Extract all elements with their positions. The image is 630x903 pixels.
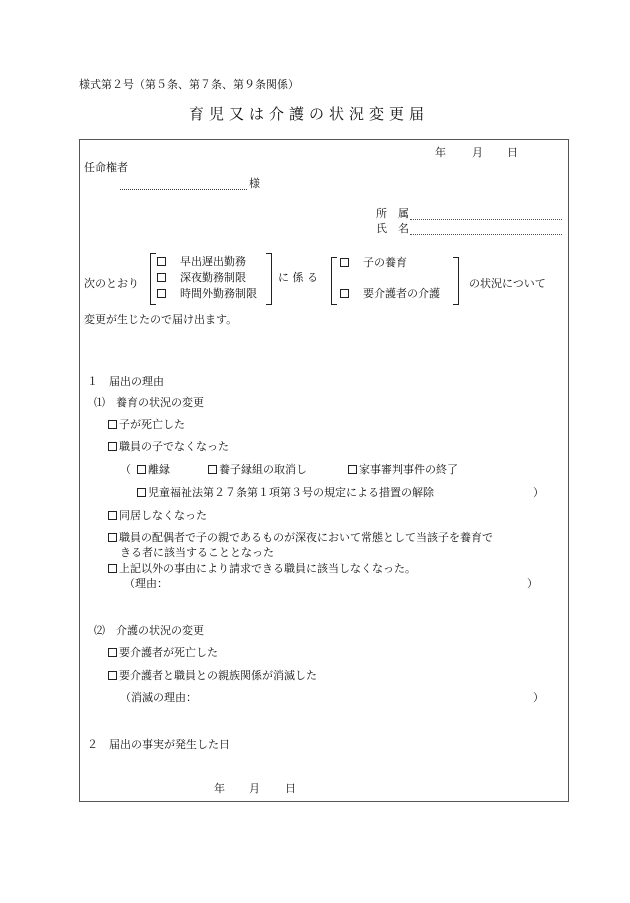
option-not-child[interactable]: 職員の子でなくなった — [108, 441, 229, 452]
occurrence-day-label: 日 — [285, 782, 296, 795]
option-not-cohabit[interactable]: 同居しなくなった — [108, 510, 207, 521]
statement-connector: に 係 る — [278, 271, 318, 284]
checkbox-icon[interactable] — [137, 465, 146, 474]
option-divorce[interactable]: 離縁 — [137, 464, 170, 475]
checkbox-icon[interactable] — [108, 671, 117, 680]
paren-close: ） — [533, 486, 544, 499]
checkbox-icon[interactable] — [108, 533, 117, 542]
work-bracket-right — [266, 253, 272, 305]
reason-close: ） — [527, 577, 538, 590]
header-day-label: 日 — [507, 146, 518, 159]
extinction-label: （消滅の理由： — [120, 691, 197, 704]
form-number: 様式第２号（第５条、第７条、第９条関係） — [79, 78, 299, 91]
checkbox-icon[interactable] — [157, 289, 166, 298]
option-spouse[interactable]: 職員の配偶者で子の親であるものが深夜において常態として当該子を養育で — [108, 532, 493, 543]
statement-suffix: の状況について — [469, 277, 546, 290]
addressee-label: 任命権者 — [84, 161, 128, 174]
checkbox-icon[interactable] — [108, 564, 117, 573]
option-relation-ended[interactable]: 要介護者と職員との親族関係が消滅した — [108, 670, 317, 681]
name-label: 氏 名 — [376, 222, 409, 235]
header-year-label: 年 — [435, 146, 446, 159]
care-bracket-left — [331, 257, 337, 305]
statement-prefix: 次のとおり — [84, 277, 139, 290]
option-adoption-cancel[interactable]: 養子縁組の取消し — [208, 464, 307, 475]
checkbox-icon[interactable] — [108, 420, 117, 429]
section1-heading: １ 届出の理由 — [87, 375, 164, 388]
occurrence-year-label: 年 — [214, 782, 225, 795]
work-type-2[interactable]: 深夜勤務制限 — [157, 272, 246, 283]
option-spouse-line2: きる者に該当することとなった — [120, 546, 274, 559]
option-other[interactable]: 上記以外の事由により請求できる職員に該当しなくなった。 — [108, 563, 416, 574]
name-field[interactable] — [410, 234, 562, 235]
checkbox-icon[interactable] — [157, 273, 166, 282]
occurrence-month-label: 月 — [249, 782, 260, 795]
checkbox-icon[interactable] — [340, 289, 349, 298]
section2-heading: ２ 届出の事実が発生した日 — [87, 738, 230, 751]
sub2-heading: ⑵ 介護の状況の変更 — [94, 624, 204, 637]
reason-label: （理由： — [124, 577, 168, 590]
option-welfare-measure[interactable]: 児童福祉法第２７条第１項第３号の規定による措置の解除 — [137, 487, 434, 498]
dept-field[interactable] — [410, 219, 562, 220]
checkbox-icon[interactable] — [108, 648, 117, 657]
checkbox-icon[interactable] — [348, 465, 357, 474]
addressee-field[interactable] — [120, 189, 247, 190]
dept-label: 所 属 — [376, 207, 409, 220]
checkbox-icon[interactable] — [340, 258, 349, 267]
extinction-close: ） — [533, 691, 544, 704]
checkbox-icon[interactable] — [208, 465, 217, 474]
option-care-died[interactable]: 要介護者が死亡した — [108, 647, 218, 658]
work-bracket-left — [150, 253, 156, 305]
checkbox-icon[interactable] — [157, 257, 166, 266]
sub1-heading: ⑴ 養育の状況の変更 — [94, 396, 204, 409]
option-child-died[interactable]: 子が死亡した — [108, 419, 185, 430]
option-court-end[interactable]: 家事審判事件の終了 — [348, 464, 458, 475]
checkbox-icon[interactable] — [108, 511, 117, 520]
checkbox-icon[interactable] — [137, 488, 146, 497]
form-title: 育児又は介護の状況変更届 — [189, 105, 430, 123]
work-type-1[interactable]: 早出遅出勤務 — [157, 256, 246, 267]
work-type-3[interactable]: 時間外勤務制限 — [157, 288, 257, 299]
statement-line2: 変更が生じたので届け出ます。 — [84, 313, 238, 326]
paren-open: （ — [120, 463, 131, 476]
addressee-honorific: 様 — [249, 177, 260, 190]
care-type-2[interactable]: 要介護者の介護 — [340, 288, 440, 299]
checkbox-icon[interactable] — [108, 442, 117, 451]
care-type-1[interactable]: 子の養育 — [340, 257, 407, 268]
care-bracket-right — [453, 257, 459, 305]
header-month-label: 月 — [472, 146, 483, 159]
